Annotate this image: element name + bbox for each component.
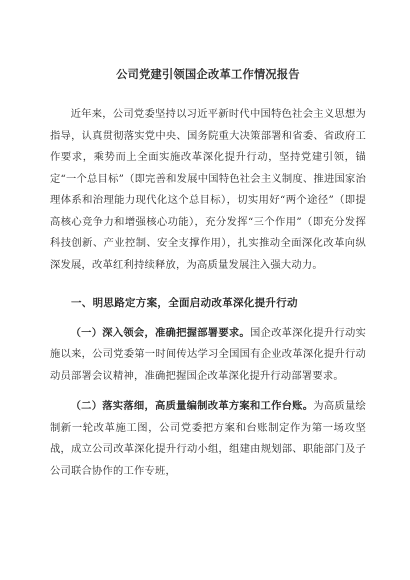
- item-lead-1: （一）深入领会，准确把握部署要求。: [70, 326, 250, 339]
- intro-paragraph: 近年来，公司党委坚持以习近平新时代中国特色社会主义思想为指导，认真贯彻落实党中央、国务院重大决策部署和省委、省政府工作要求，乘势而上全面实施改革深化提升行动，坚持党建引领，锚定“一个总目标”（即完善和发展中国特色社会主义制度、推进国家治理体系和治理能力现代化这个总目标），切实用好“两个途径”（即提高核心竞争力和增强核心功能），充分发挥“三个作用”（即充分发挥科技创新、产业控制、安全支撑作用），扎实推动全面深化改革向纵深发展，改革红利持续释放，为高质量发展注入强大动力。: [50, 108, 366, 271]
- item-body-1: 国企改革深化提升行动实施以来，公司党委第一时间传达学习全国国有企业改革深化提升行动动员部署会议精神，准确把握国企改革深化提升行动部署要求。: [50, 326, 366, 382]
- item-paragraph-2: [50, 396, 366, 482]
- item-body-2: 为高质量绘制新一轮改革施工图，公司党委把方案和台账制定作为第一场攻坚战，成立公司改革深化提升行动小组，组建由规划部、职能部门及子公司联合协作的工作专班，: [50, 400, 367, 477]
- item-lead-2: （二）落实落细，高质量编制改革方案和工作台账。: [70, 400, 314, 412]
- section-heading: 一、明思路定方案，全面启动改革深化提升行动: [71, 297, 298, 309]
- item-paragraph-1: [50, 323, 366, 388]
- spacer: [50, 387, 366, 396]
- document-title: 公司党建引领国企改革工作情况报告: [116, 67, 300, 81]
- spacer: [50, 276, 366, 285]
